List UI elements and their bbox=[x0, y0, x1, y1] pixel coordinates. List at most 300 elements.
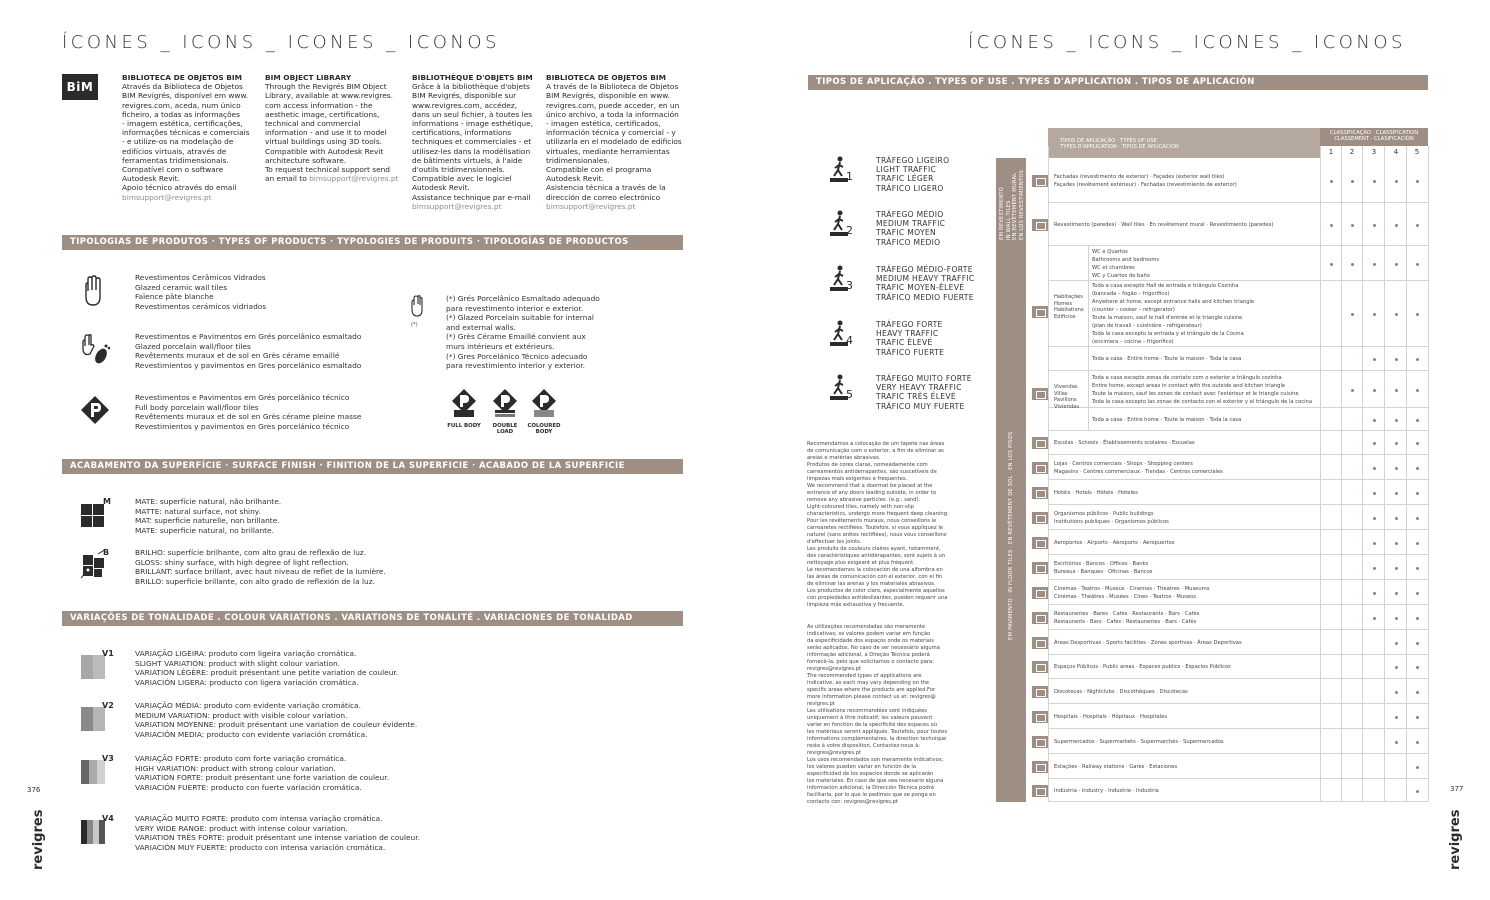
bim-column-line: Autodesk Revit. bbox=[122, 174, 180, 184]
bim-column-line: Asistencia técnica a través de la bbox=[546, 183, 666, 193]
class-dot bbox=[1416, 617, 1419, 620]
product-type-text bbox=[135, 393, 361, 431]
variation-line: VARIACIÓN FUERTE: producto con fuerte variación cromática. bbox=[135, 782, 362, 792]
class-dot bbox=[1373, 313, 1376, 316]
right-page-title: ÍCONES _ ICONS _ ICONES _ ICONOS bbox=[968, 32, 1406, 53]
double-load-icon bbox=[492, 388, 518, 422]
recommendation-line: carrearetes rectifiées. Toutefois, si vous appliquez le bbox=[807, 525, 943, 531]
row-label bbox=[1092, 416, 1241, 424]
traffic-line: TRAFIC MOYEN bbox=[876, 228, 936, 238]
table-header-line: TYPES D'APPLICATION · TIPOS DE APLICACIÓN bbox=[1060, 144, 1179, 151]
bim-column-line: revigres.com, puede acceder, en un bbox=[546, 100, 680, 110]
class-dot bbox=[1416, 419, 1419, 422]
bim-column-line: ficheiro, a todas as informações bbox=[122, 109, 241, 119]
bim-column-line: Autodesk Revit. bbox=[412, 183, 470, 193]
bim-column-line: Autodesk Revit. bbox=[546, 174, 604, 184]
usage-line: reste à votre disposition. Contactez-nous à: bbox=[807, 743, 921, 749]
bim-column-line: Apoio técnico através do email bbox=[122, 183, 237, 193]
finish-letter: M bbox=[103, 497, 111, 506]
usage-line: información adicional, la Dirección Técnica podrá bbox=[807, 785, 934, 791]
group-home-label bbox=[1054, 294, 1084, 320]
recommendation-line: characteristics, undergo more frequent deep cleaning. bbox=[807, 511, 949, 517]
bim-column-heading: BIBLIOTECA DE OBJETOS BIM bbox=[122, 73, 242, 82]
group-villa-line: Vivendas bbox=[1054, 384, 1078, 390]
class-dot bbox=[1395, 666, 1398, 669]
bim-column-line: virtuales, mediante herramientas bbox=[546, 146, 670, 156]
colour-variations-band: VARIAÇÕES DE TONALIDADE . COLOUR VARIATIONS . VARIATIONS DE TONALITÉ . VARIACIONES DE TONALIDAD bbox=[62, 611, 683, 626]
bim-column-line: revigres.com, aceda, num único bbox=[122, 100, 241, 110]
finish-line: MATE: superficie natural, no brillante. bbox=[135, 525, 274, 535]
row-label-line: Façades (revêtement extérieur) · Fachadas (revestimiento de exterior) bbox=[1054, 181, 1237, 188]
bim-column-line: de bâtiments virtuels, à l'aide bbox=[412, 155, 523, 165]
row-label bbox=[1054, 585, 1209, 601]
bim-column-line: BIM Revigrés, disponible en www. bbox=[546, 91, 670, 101]
class-dot bbox=[1416, 666, 1419, 669]
class-dot bbox=[1416, 313, 1419, 316]
class-dot bbox=[1373, 389, 1376, 392]
nightclub-icon bbox=[1032, 686, 1048, 698]
class-dot bbox=[1373, 224, 1376, 227]
usage-line: Los usos recomendados son meramente indicativos; bbox=[807, 757, 944, 763]
recommendation-line: carreamentos antiderrapantes, são suscetíveis de bbox=[807, 469, 937, 475]
table-col-line bbox=[1048, 146, 1049, 802]
row-label-line: Toda a casa excepto zonas de contato com o exterior e triângulo cozinha bbox=[1092, 374, 1282, 381]
bim-column-line: To request technical support send bbox=[265, 165, 390, 175]
bim-column-line: Através da Biblioteca de Objetos bbox=[122, 82, 243, 92]
bim-column-line: Grâce à la bibliothèque d'objets bbox=[412, 82, 530, 92]
usage-line: revigres@revigres.pt bbox=[807, 750, 862, 756]
class-dot bbox=[1416, 542, 1419, 545]
traffic-line: TRÁFICO MEDIO bbox=[876, 237, 941, 247]
bim-column-line: informações técnicas e comerciais bbox=[122, 128, 250, 138]
bim-support-link[interactable]: bimsupport@revigres.pt bbox=[122, 192, 212, 202]
class-dot bbox=[1416, 691, 1419, 694]
variation-line: VARIATION LÉGÈRE: produit présentant une petite variation de couleur. bbox=[135, 668, 399, 678]
class-dot bbox=[1416, 389, 1419, 392]
body-type-label: DOUBLE LOAD bbox=[492, 423, 518, 435]
usage-line: Les utilisations recommandées sont indiquées bbox=[807, 708, 927, 714]
usage-line: fornecê-la, pelo que solicitamos o contacto para: bbox=[807, 659, 934, 665]
cinema-icon bbox=[1032, 587, 1048, 599]
class-dot bbox=[1330, 263, 1333, 266]
group-home-line: Habitações bbox=[1054, 294, 1083, 300]
left-page-number: 376 bbox=[27, 786, 41, 794]
row-label bbox=[1054, 221, 1273, 229]
full-body-icon bbox=[451, 388, 477, 422]
class-dot bbox=[1395, 617, 1398, 620]
variation-line: HIGH VARIATION: product with strong colour variation. bbox=[135, 763, 336, 773]
usage-line: da especificidade dos espaços onde os materiais bbox=[807, 638, 934, 644]
product-type-text bbox=[135, 332, 361, 370]
group-villa-label bbox=[1054, 384, 1079, 410]
row-label bbox=[1092, 374, 1312, 406]
row-label-line: Toda a casa · Entire home · Toute la maison · Toda la casa bbox=[1092, 356, 1242, 362]
bim-column-heading: BIBLIOTHÈQUE D'OBJETS BIM bbox=[412, 73, 533, 82]
class-dot bbox=[1395, 263, 1398, 266]
variation-text bbox=[135, 754, 389, 792]
class-dot bbox=[1395, 642, 1398, 645]
product-type-line: Glazed porcelain wall/floor tiles bbox=[135, 341, 251, 351]
variation-line: VERY WIDE RANGE: product with intense colour variation. bbox=[135, 823, 348, 833]
class-dot bbox=[1373, 592, 1376, 595]
bim-column-line: Compatível com o software bbox=[122, 165, 224, 175]
row-label-line: Toute la maison, sauf les zones de contact avec l'extérieur et le triangle cuisine bbox=[1092, 390, 1299, 397]
wall-side-line: EN LOS REVESTIMIENTOS bbox=[1018, 169, 1025, 240]
wall-side-line: IN WALL TILES bbox=[1005, 200, 1012, 240]
surface-finish-band: ACABAMENTO DA SUPERFÍCIE · SURFACE FINISH · FINITION DE LA SUPERFICIE · ACABADO DE LA SUPERFICIE bbox=[62, 459, 683, 474]
right-brand-logo: revigres bbox=[1448, 809, 1463, 870]
traffic-line: TRÁFEGO LIGEIRO bbox=[876, 156, 950, 165]
recommendation-line: nettoyage plus exigeant et plus fréquent. bbox=[807, 560, 915, 566]
variation-line: VARIACIÓN MUY FUERTE: producto con intensa variación cromática. bbox=[135, 842, 386, 852]
row-label-line: (encimera – cocina – frigorífico) bbox=[1092, 339, 1174, 345]
bim-column-heading: BIM OBJECT LIBRARY bbox=[265, 73, 352, 82]
row-label-line: Hotéis · Hotels · Hôtels · Hoteles bbox=[1054, 489, 1138, 496]
traffic-number: 4 bbox=[846, 334, 853, 347]
bim-column-line: Compatible con el programa bbox=[546, 165, 652, 175]
variation-line: VARIACIÓN MEDIA: producto con evidente variación cromática. bbox=[135, 729, 368, 739]
finish-line: GLOSS: shiny surface, with high degree of light reflection. bbox=[135, 557, 349, 567]
class-dot bbox=[1373, 617, 1376, 620]
row-label-line: Entire home, except areas in contact with the outside and kitchen triangle bbox=[1092, 382, 1286, 389]
table-header-line: TIPOS DE APLICAÇÃO · TYPES OF USE bbox=[1060, 138, 1157, 144]
class-dot bbox=[1373, 542, 1376, 545]
class-dot bbox=[1416, 442, 1419, 445]
porcelain-p-icon bbox=[80, 395, 110, 431]
classification-line: CLASSIFICAÇÃO · CLASSIFICATION bbox=[1329, 130, 1419, 136]
table-col-line bbox=[1428, 146, 1429, 802]
usage-line: especificidad de los espacios donde se aplicarán bbox=[807, 771, 934, 777]
usage-line: los valores pueden variar en función de la bbox=[807, 764, 917, 770]
recommendation-line: We recommend that a doormat be placed at the bbox=[807, 483, 933, 489]
left-page-title: ÍCONES _ ICONS _ ICONES _ ICONOS bbox=[62, 32, 500, 53]
variation-line: VARIAÇÃO LIGEIRA: produto com ligeira variação cromática. bbox=[135, 649, 357, 658]
recommendation-line: Pour les revêtements muraux, nous conseillons le bbox=[807, 518, 937, 524]
sports-icon bbox=[1032, 637, 1048, 649]
traffic-line: TRÁFEGO MUITO FORTE bbox=[876, 374, 972, 383]
product-type-line: Full body porcelain wall/floor tiles bbox=[135, 402, 259, 412]
class-dot bbox=[1416, 224, 1419, 227]
bim-support-link[interactable]: bimsupport@revigres.pt bbox=[546, 201, 636, 211]
wall-side-line: EM REVESTIMENTO bbox=[999, 187, 1005, 240]
finish-line: BRILLO: superficie brillante, con alto grado de reflexión de la luz. bbox=[135, 576, 375, 586]
bim-support-link[interactable]: bimsupport@revigres.pt bbox=[412, 201, 502, 211]
class-dot bbox=[1416, 642, 1419, 645]
variation-line: VARIAÇÃO MUITO FORTE: produto com intensa variação cromática. bbox=[135, 814, 383, 823]
product-type-line: Revestimentos Cerâmicos Vidrados bbox=[135, 273, 266, 282]
coloured-body-icon bbox=[531, 388, 557, 422]
types-of-use-band: TIPOS DE APLICAÇÃO . TYPES OF USE . TYPES D'APPLICATION . TIPOS DE APLICACIÓN bbox=[808, 75, 1428, 90]
bim-column-line: - imagem estética, certificações, bbox=[122, 119, 243, 129]
bim-column-line: information - and use it to model bbox=[265, 128, 387, 138]
traffic-line: HEAVY TRAFFIC bbox=[876, 329, 939, 339]
industry-icon bbox=[1032, 785, 1048, 797]
class-col-3: 3 bbox=[1371, 148, 1377, 156]
bim-column bbox=[546, 73, 682, 211]
usage-line: serão aplicados. No caso de ser necessário alguma bbox=[807, 645, 940, 651]
row-label-line: WC et chambres bbox=[1092, 264, 1135, 271]
recommendation-line: limpieza más exhaustiva y frecuente. bbox=[807, 602, 905, 608]
traffic-text bbox=[876, 265, 975, 302]
traffic-text bbox=[876, 374, 972, 411]
row-label-line: Organismos públicos · Public buildings bbox=[1054, 510, 1154, 517]
traffic-text bbox=[876, 210, 945, 247]
usage-line: more information please contact us at: revigres@ bbox=[807, 694, 936, 700]
traffic-text bbox=[876, 156, 949, 193]
body-type-label: COLOURED BODY bbox=[527, 423, 561, 435]
usage-line: indicativas; os valores podem variar em função bbox=[807, 631, 931, 637]
bim-support-prefix: an email to bbox=[265, 174, 310, 184]
class-col-1: 1 bbox=[1328, 148, 1334, 156]
recommendation-line: naturel (sans arêtes rectifiées), nous vous conseillons bbox=[807, 532, 947, 538]
recommendation-line: limpezas mais exigentes e frequentes. bbox=[807, 476, 908, 482]
class-dot bbox=[1351, 263, 1354, 266]
bim-column-line: único archivo, a toda la información bbox=[546, 109, 679, 119]
class-dot bbox=[1330, 224, 1333, 227]
usage-line: varier en fonction de la spécificité des espaces où bbox=[807, 722, 938, 728]
class-dot bbox=[1416, 766, 1419, 769]
class-dot bbox=[1416, 790, 1419, 793]
porcelain-note-line: (*) Glazed Porcelain suitable for internal bbox=[446, 313, 594, 323]
recommendation-text bbox=[807, 441, 987, 609]
class-dot bbox=[1395, 467, 1398, 470]
bim-column-line: informations - image esthétique, bbox=[412, 119, 533, 129]
row-label-line: (plan de travail - cuisinière - réfrigérateur) bbox=[1092, 323, 1202, 329]
recommendation-line: Los productos de color claro, especialmente aquellos bbox=[807, 588, 945, 594]
traffic-line: TRÁFEGO MÉDIO bbox=[876, 210, 944, 219]
row-label bbox=[1054, 763, 1177, 771]
class-dot bbox=[1373, 358, 1376, 361]
variation-text bbox=[135, 649, 398, 687]
recommendation-line: remove any abrasive particles. (e.g.: sand). bbox=[807, 497, 921, 503]
variation-code: V3 bbox=[102, 754, 114, 763]
bim-column-line: Compatible avec le logiciel bbox=[412, 174, 512, 184]
traffic-number: 3 bbox=[846, 279, 853, 292]
shop-icon bbox=[1032, 462, 1048, 474]
traffic-number: 2 bbox=[846, 224, 853, 237]
class-dot bbox=[1395, 542, 1398, 545]
row-label-line: Estações · Railway stations · Gares · Estaciones bbox=[1054, 763, 1178, 770]
variation-line: VARIAÇÃO FORTE: produto com forte variação cromática. bbox=[135, 754, 347, 763]
row-label bbox=[1054, 639, 1242, 647]
class-dot bbox=[1373, 492, 1376, 495]
group-villa-line: Pavillons bbox=[1054, 397, 1077, 404]
traffic-line: MEDIUM TRAFFIC bbox=[876, 219, 946, 229]
hotel-icon bbox=[1032, 487, 1048, 499]
bim-support-line bbox=[412, 202, 548, 211]
product-types-band: TIPOLOGIAS DE PRODUTOS · TYPES OF PRODUCTS · TYPOLOGIES DE PRODUITS · TIPOLOGÍAS DE PRODUCTOS bbox=[62, 235, 683, 250]
hospital-icon bbox=[1032, 711, 1048, 723]
bim-column-line: architecture software. bbox=[265, 155, 347, 165]
bim-column-line: información técnica y comercial - y bbox=[546, 128, 676, 138]
traffic-number: 1 bbox=[846, 170, 853, 183]
row-label-line: (counter – cooker – refrigerator) bbox=[1092, 307, 1175, 313]
row-label-line: Hospitais · Hospitals · Hôpitaux · Hospitales bbox=[1054, 713, 1168, 720]
variation-text bbox=[135, 701, 417, 739]
class-dot bbox=[1395, 180, 1398, 183]
traffic-number: 5 bbox=[846, 388, 853, 401]
traffic-line: MEDIUM HEAVY TRAFFIC bbox=[876, 274, 975, 284]
class-col-2: 2 bbox=[1349, 148, 1355, 156]
bim-column-line: tridimensionales. bbox=[546, 155, 610, 165]
bim-column-line: A través de la Biblioteca de Objetos bbox=[546, 82, 679, 92]
porcelain-note-line: para revestimento interior e exterior. bbox=[446, 303, 584, 313]
class-dot bbox=[1351, 389, 1354, 392]
traffic-line: TRÁFEGO MÉDIO-FORTE bbox=[876, 265, 973, 274]
row-label-line: Discotecas · Nightclubs · Discothèques · Discotecas bbox=[1054, 688, 1188, 695]
finish-text bbox=[135, 497, 281, 535]
row-label-line: Institutions publiques · Organismos públicos bbox=[1054, 518, 1169, 525]
bim-column-line: Through the Revigrés BIM Object bbox=[265, 82, 387, 92]
class-dot bbox=[1395, 517, 1398, 520]
bim-column-line: technical and commercial bbox=[265, 119, 361, 129]
recommendation-line: Le recomendamos la colocación de una alfombra en bbox=[807, 567, 943, 573]
bim-column-line: virtual buildings using 3D tools. bbox=[265, 137, 383, 147]
product-type-line: Revestimientos y pavimentos en Gres porcelánico técnico bbox=[135, 421, 350, 431]
floor-side-label: EM PAVIMENTO · IN FLOOR TILES · EN REVÊTEMENT DE SOL · EN LOS PISOS bbox=[1008, 431, 1014, 640]
recommendation-line: de comunicação com o exterior, a fim de eliminar as bbox=[807, 448, 944, 454]
bim-column-line: - imagen estética, certificados, bbox=[546, 119, 661, 129]
class-dot bbox=[1395, 592, 1398, 595]
bim-column-line: utilisez-les dans la modélisation bbox=[412, 146, 531, 156]
variation-line: MEDIUM VARIATION: product with visible colour variation. bbox=[135, 710, 348, 720]
row-label-line: Cinemas · Teatros · Museus · Cinemas · Theatres · Museums bbox=[1054, 585, 1210, 592]
porcelain-note-line: and external walls. bbox=[446, 322, 516, 332]
row-label-line: Toute la maison, sauf le hall d'entrée et le triangle cuisine bbox=[1092, 315, 1243, 321]
product-type-line: Glazed ceramic wall tiles bbox=[135, 282, 228, 292]
finish-line: BRILLANT: surface brillant, avec haut niveau de reflet de la lumière. bbox=[135, 567, 386, 577]
bim-column-line: techniques et commerciales - et bbox=[412, 137, 532, 147]
class-dot bbox=[1395, 389, 1398, 392]
row-label bbox=[1054, 489, 1138, 497]
row-label-line: Escritórios · Bancos · Offices · Banks bbox=[1054, 560, 1149, 567]
usage-line: los materiales. En caso de que sea necesario alguna bbox=[807, 778, 944, 784]
classification-line: CLASSEMENT · CLASIFICACIÓN bbox=[1334, 136, 1414, 143]
facade-icon bbox=[1032, 175, 1048, 187]
usage-line: facilitarla, por lo que le pedimos que se ponga en bbox=[807, 792, 936, 798]
class-dot bbox=[1330, 180, 1333, 183]
product-type-line: Revestimentos e Pavimentos em Grés porcelânico esmaltado bbox=[135, 332, 362, 341]
class-dot bbox=[1416, 263, 1419, 266]
class-dot bbox=[1416, 567, 1419, 570]
row-label-line: Magasins · Centres commerciaux · Tiendas · Centros comerciales bbox=[1054, 468, 1223, 475]
row-label-line: Lojas · Centros comerciais · Shops · Shopping centers bbox=[1054, 460, 1193, 467]
table-header-uses-text bbox=[1060, 138, 1179, 150]
usage-line: indicative, as each may vary depending on the bbox=[807, 680, 930, 686]
porcelain-note-line: (*) Gres Porcelánico Técnico adecuado bbox=[446, 351, 588, 361]
note-icon-label: (*) bbox=[411, 322, 418, 328]
usage-line: As utilizações recomendadas são meramente bbox=[807, 624, 926, 630]
row-label-line: Supermercados · Supermarkets · Supermarchés · Supermercados bbox=[1054, 738, 1224, 745]
usage-line: uniquement à titre indicatif; les valeurs peuvent bbox=[807, 715, 933, 721]
bim-column-line: dans un seul fichier, à toutes les bbox=[412, 109, 533, 119]
bim-column-line: BIM Revigrés, disponível em www. bbox=[122, 91, 249, 101]
bim-column-line: BIM Revigrés, disponible sur bbox=[412, 91, 517, 101]
row-label-line: Toda la casa excepto la entrada y el triángulo de la Cocina bbox=[1092, 331, 1244, 337]
group-home-line: Habitations bbox=[1054, 307, 1084, 314]
row-label-line: Toda a casa · Entire home · Toute la maison · Toda la casa bbox=[1092, 416, 1242, 423]
recommendation-line: Light-coloured tiles, namely with non-slip bbox=[807, 504, 915, 510]
bim-column-line: Compatible with Autodesk Revit bbox=[265, 146, 384, 156]
recommendation-line: las áreas de comunicación con el exterior, con el fin bbox=[807, 574, 943, 580]
bim-column-heading: BIBLIOTECA DE OBJETOS BIM bbox=[546, 73, 666, 82]
bim-column-line: Library, available at www.revigres. bbox=[265, 91, 393, 101]
usage-line: revigres@revigres.pt bbox=[807, 666, 862, 672]
class-dot bbox=[1416, 358, 1419, 361]
finish-text bbox=[135, 548, 386, 586]
station-icon bbox=[1032, 761, 1048, 773]
bim-column bbox=[265, 73, 401, 183]
row-label-line: Restaurants · Bars · Cafés · Restaurantes · Bars · Cafés bbox=[1054, 618, 1197, 625]
variation-line: VARIATION FORTE: produit présentant une forte variation de couleur. bbox=[135, 773, 389, 783]
villa-icon bbox=[1032, 388, 1048, 400]
class-dot bbox=[1395, 691, 1398, 694]
class-dot bbox=[1373, 517, 1376, 520]
row-label-line: Áreas Desportivas · Sports facilities · Zones sportives · Áreas Deportivas bbox=[1054, 639, 1242, 646]
class-dot bbox=[1395, 741, 1398, 744]
usage-line: revigres.pt bbox=[807, 701, 835, 707]
small-hand-icon bbox=[408, 295, 426, 321]
row-label bbox=[1054, 439, 1195, 447]
row-label-line: Revestimento (paredes) · Wall tiles · En revêtement mural · Revestimiento (paredes) bbox=[1054, 221, 1274, 228]
finish-line: BRILHO: superfície brilhante, com alto grau de reflexão de luz. bbox=[135, 548, 367, 557]
row-label-line: WC y Cuartos de baño bbox=[1092, 272, 1150, 279]
row-label-line: Toda la casa excepto las zonas de contacto con el exterior y el triángulo de la cocina bbox=[1092, 398, 1313, 405]
hand-icon bbox=[80, 275, 110, 311]
row-label bbox=[1054, 460, 1223, 476]
table-col-line bbox=[1341, 146, 1342, 802]
row-label bbox=[1054, 173, 1237, 189]
usage-line: contacto con: revigres@revigres.pt bbox=[807, 799, 898, 805]
class-dot bbox=[1395, 313, 1398, 316]
row-label-line: Fachadas (revestimento de exterior) · Façades (exterior wall tiles) bbox=[1054, 173, 1225, 180]
body-type-label: FULL BODY bbox=[447, 423, 481, 429]
variation-code: V1 bbox=[102, 649, 114, 658]
public-building-icon bbox=[1032, 512, 1048, 524]
row-label-line: Bathrooms and bedrooms bbox=[1092, 256, 1160, 263]
office-icon bbox=[1032, 562, 1048, 574]
class-dot bbox=[1351, 180, 1354, 183]
row-label bbox=[1054, 688, 1188, 696]
bim-support-line bbox=[265, 174, 401, 183]
row-label-line: WC e Quartos bbox=[1092, 248, 1128, 255]
bim-support-line bbox=[546, 202, 682, 211]
restaurant-icon bbox=[1032, 612, 1048, 624]
row-label-line: Escolas · Schools · Établissements scolaires · Escuelas bbox=[1054, 440, 1195, 446]
row-label-line: Espaços Públicos · Public areas · Espaces publics · Espacios Públicos bbox=[1054, 664, 1231, 670]
porcelain-note-line: murs intérieurs et extérieurs. bbox=[446, 341, 555, 351]
bim-column-line: - e utilize-os na modelação de bbox=[122, 137, 234, 147]
bim-column-line: edifícios virtuais, através de bbox=[122, 146, 227, 156]
class-col-4: 4 bbox=[1393, 148, 1399, 156]
row-label-line: Aeroportos · Airports · Aéroports · Aeropuertos bbox=[1054, 539, 1175, 546]
bim-column-line: certifications, informations bbox=[412, 128, 512, 138]
bim-column-line: ferramentas tridimensionais. bbox=[122, 155, 229, 165]
table-col-line bbox=[1384, 146, 1385, 802]
class-dot bbox=[1373, 567, 1376, 570]
recommendation-line: Recomendamos a colocação de um tapete nas áreas bbox=[807, 441, 945, 447]
traffic-line: TRAFIC LÉGER bbox=[876, 174, 934, 184]
group-home-line: Edificios bbox=[1054, 313, 1076, 320]
bim-column bbox=[412, 73, 548, 211]
finish-line: MATE: superfície natural, não brilhante. bbox=[135, 497, 282, 506]
recommendation-line: Produtos de cores claras, nomeadamente com bbox=[807, 462, 928, 468]
bim-support-link[interactable]: bimsupport@revigres.pt bbox=[309, 174, 399, 184]
finish-letter: B bbox=[103, 548, 110, 557]
class-dot bbox=[1416, 180, 1419, 183]
traffic-line: TRÁFICO MEDIO FUERTE bbox=[876, 292, 974, 302]
class-dot bbox=[1373, 419, 1376, 422]
